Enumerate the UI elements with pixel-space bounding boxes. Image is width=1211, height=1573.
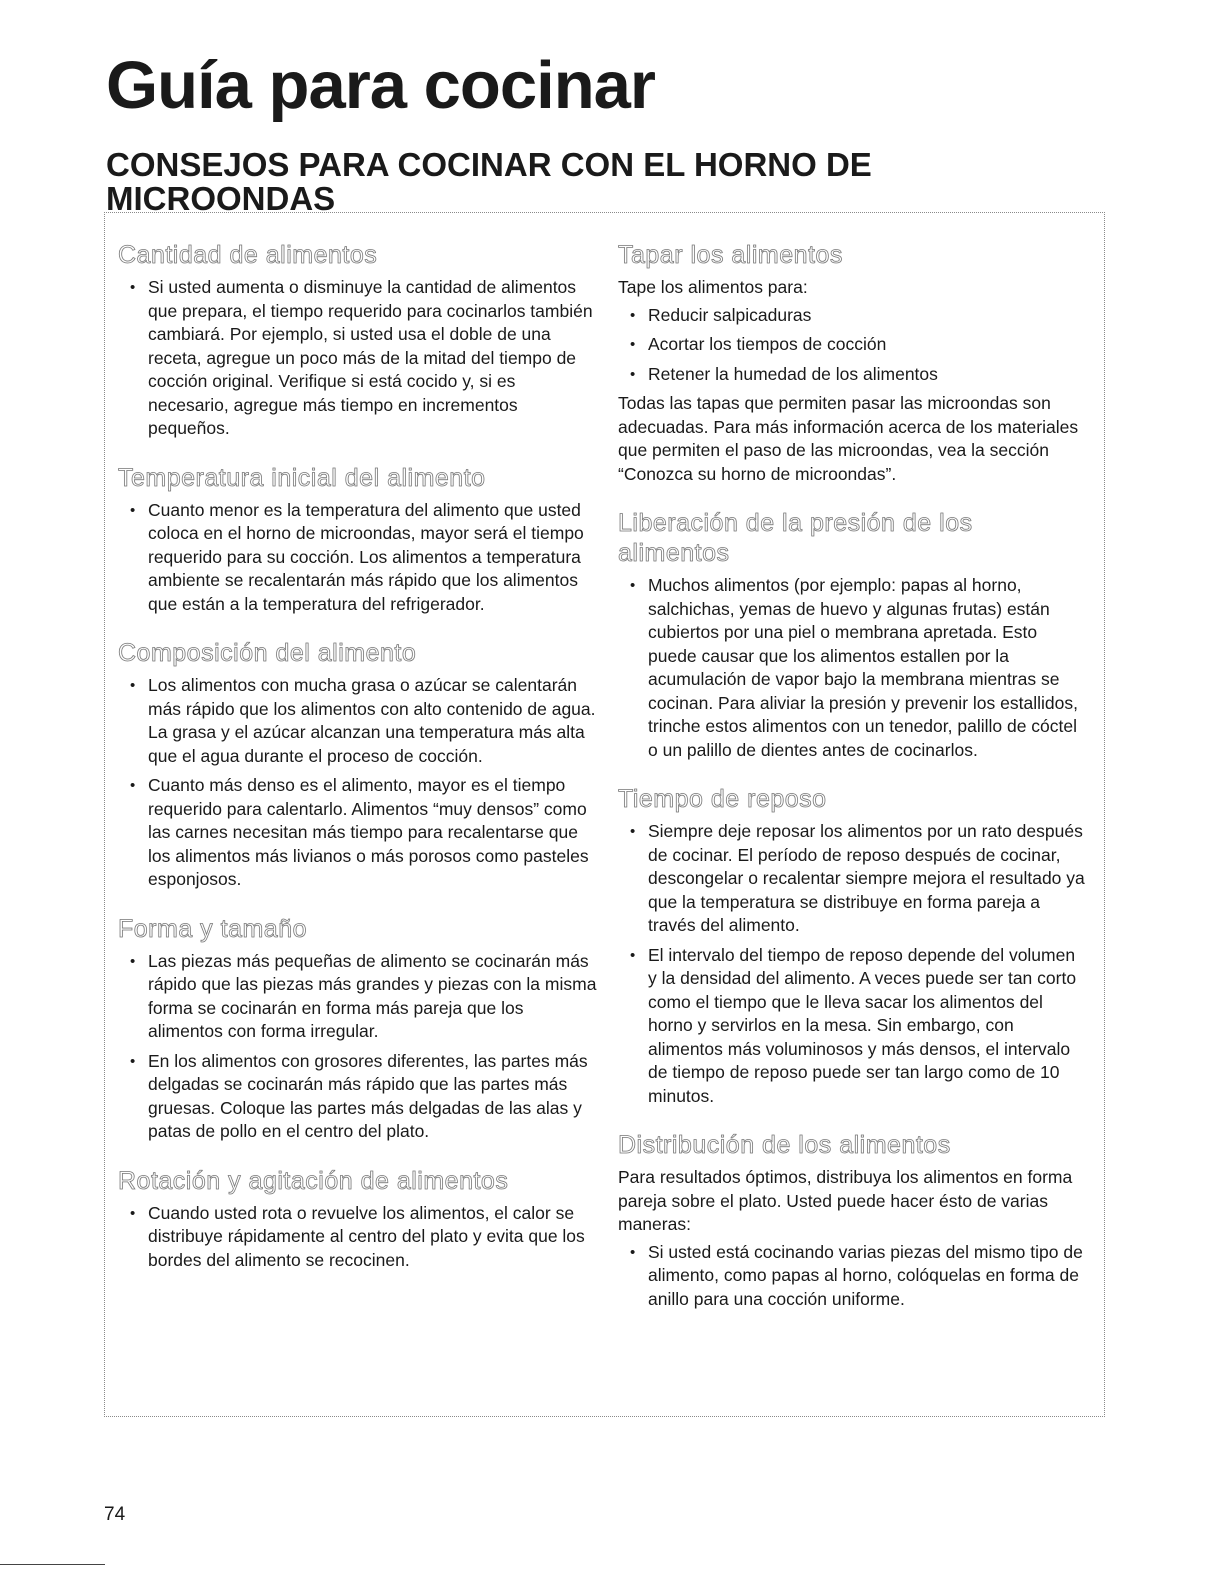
bullet-list (618, 574, 1088, 762)
bullet-list (118, 950, 598, 1144)
section-heading: Composición del alimento (118, 639, 417, 667)
section-heading: Distribución de los alimentos (618, 1131, 951, 1159)
bullet-list (118, 674, 598, 892)
bullet-item: • Cuanto más denso es el alimento, mayor es el tiempo requerido para calentarlo. Alimentos “muy densos” como las carnes necesitan más tiempo para recalentarse que los alimentos más livianos o más porosos como pasteles esponjosos. (118, 774, 598, 892)
bullet-list (118, 1202, 598, 1273)
page-number: 74 (104, 1504, 126, 1525)
section-temperatura (118, 463, 598, 617)
section-rotacion (118, 1166, 598, 1273)
section-heading: Forma y tamaño (118, 914, 308, 943)
section-heading: Tiempo de reposo (618, 785, 827, 813)
section-reposo (618, 784, 1088, 1108)
section-tapar (618, 240, 1088, 486)
section-heading: Rotación y agitación de alimentos (118, 1166, 509, 1195)
bullet-item: • El intervalo del tiempo de reposo depende del volumen y la densidad del alimento. A veces puede ser tan corto como el tiempo que le lleva sacar los alimentos del horno y servirlos en la mesa. Sin embargo, con alimentos más voluminosos y más densos, el intervalo de tiempo de reposo puede ser tan largo como de 10 minutos. (618, 944, 1088, 1109)
section-heading: Liberación de la presión de los alimentos (618, 509, 973, 567)
page-title: Guía para cocinar (106, 48, 655, 123)
bullet-item: • Cuando usted rota o revuelve los alimentos, el calor se distribuye rápidamente al centro del plato y evita que los bordes del alimento se recocinen. (118, 1202, 598, 1273)
bullet-list (118, 499, 598, 617)
bullet-item: • Los alimentos con mucha grasa o azúcar se calentarán más rápido que los alimentos con alto contenido de agua. La grasa y el azúcar alcanzan una temperatura más alta que el agua durante el proceso de cocción. (118, 674, 598, 768)
bullet-item: • Si usted está cocinando varias piezas del mismo tipo de alimento, como papas al horno, colóquelas en forma de anillo para una cocción uniforme. (618, 1241, 1088, 1312)
bullet-list (118, 276, 598, 441)
bullet-list (618, 820, 1088, 1108)
paragraph: Tape los alimentos para: (618, 277, 808, 297)
bullet-item: • Si usted aumenta o disminuye la cantidad de alimentos que prepara, el tiempo requerido para cocinarlos también cambiará. Por ejemplo, si usted usa el doble de una receta, agregue un poco más de la mitad del tiempo de cocción original. Verifique si está cocido y, si es necesario, agregue más tiempo en incrementos pequeños. (118, 276, 598, 441)
section-cantidad (118, 240, 598, 441)
section-composicion (118, 638, 598, 892)
bullet-item: • Cuanto menor es la temperatura del alimento que usted coloca en el horno de microondas, mayor será el tiempo requerido para su cocción. Los alimentos a temperatura ambiente se recalentarán más rápido que los alimentos que están a la temperatura del refrigerador. (118, 499, 598, 617)
paragraph: Todas las tapas que permiten pasar las microondas son adecuadas. Para más información acerca de los materiales que permiten el paso de las microondas, vea la sección “Conozca su horno de microondas”. (618, 393, 1079, 484)
bullet-item: • Muchos alimentos (por ejemplo: papas al horno, salchichas, yemas de huevo y algunas frutas) están cubiertos por una piel o membrana apretada. Esto puede causar que los alimentos estallen por la acumulación de vapor bajo la membrana mientras se cocinan. Para aliviar la presión y prevenir los estallidos, trinche estos alimentos con un tenedor, palillo de cóctel o un palillo de dientes antes de cocinarlos. (618, 574, 1088, 762)
section-heading: Tapar los alimentos (618, 241, 843, 269)
right-column (618, 240, 1088, 1333)
bullet-item: • Acortar los tiempos de cocción (618, 333, 1088, 357)
bullet-list (618, 1241, 1088, 1312)
bullet-item: • Siempre deje reposar los alimentos por un rato después de cocinar. El período de reposo después de cocinar, descongelar o recalentar siempre mejora el resultado ya que la temperatura se distribuye en forma pareja a través del alimento. (618, 820, 1088, 938)
page-subtitle: CONSEJOS PARA COCINAR CON EL HORNO DE MICROONDAS (106, 146, 872, 217)
bullet-item: • En los alimentos con grosores diferentes, las partes más delgadas se cocinarán más rápido que las partes más gruesas. Coloque las partes más delgadas de las alas y patas de pollo en el centro del plato. (118, 1050, 598, 1144)
bullet-item: • Retener la humedad de los alimentos (618, 363, 1088, 387)
section-heading: Temperatura inicial del alimento (118, 463, 486, 492)
paragraph: Para resultados óptimos, distribuya los alimentos en forma pareja sobre el plato. Usted puede hacer ésto de varias maneras: (618, 1167, 1073, 1234)
left-column (118, 240, 598, 1294)
section-liberacion (618, 508, 1088, 762)
bullet-list (618, 304, 1088, 387)
bullet-item: • Las piezas más pequeñas de alimento se cocinarán más rápido que las piezas más grandes y piezas con la misma forma se cocinarán en forma más pareja que los alimentos con forma irregular. (118, 950, 598, 1044)
bullet-item: • Reducir salpicaduras (618, 304, 1088, 328)
section-distribucion (618, 1130, 1088, 1311)
section-forma (118, 914, 598, 1144)
section-heading: Cantidad de alimentos (118, 241, 378, 269)
footer-rule (0, 1564, 105, 1565)
